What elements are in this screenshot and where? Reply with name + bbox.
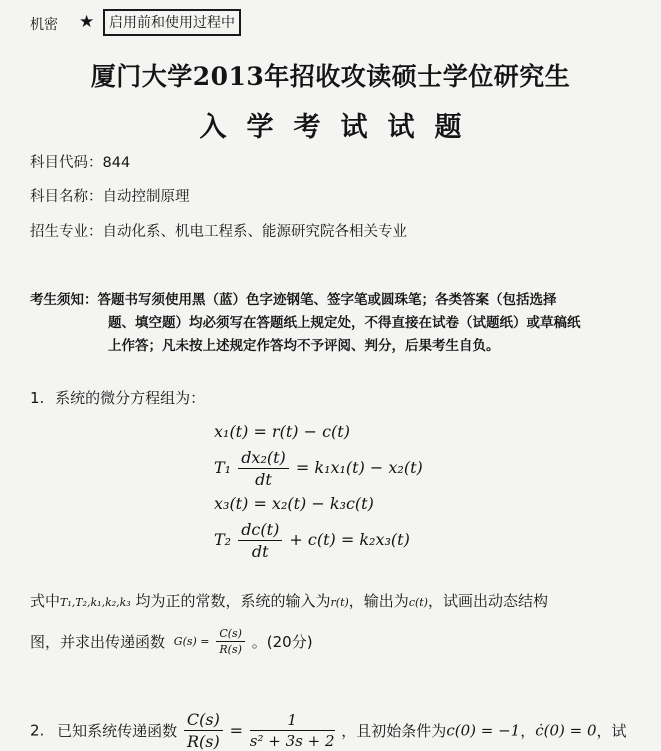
q2-tf-fraction <box>184 710 223 751</box>
q2-eq-sign: = <box>229 721 244 740</box>
q1-number: 1. <box>30 389 45 407</box>
q2-number: 2. <box>30 721 45 740</box>
subject-code-label: 科目代码： <box>30 155 103 171</box>
q1-text-c: ，输出为 <box>348 592 409 610</box>
q1-eq4-left: T₂ <box>214 530 232 549</box>
q2-sep: ， <box>520 722 536 740</box>
q1-eq4-num: dc(t) <box>238 520 282 541</box>
q2-cond-1: c(0) = −1 <box>446 721 521 740</box>
q1-tf-den: R(s) <box>219 643 242 656</box>
notice-line-1: 答题书写须使用黑（蓝）色字迹钢笔、签字笔或圆珠笔；各类答案（包括选择 <box>97 292 557 308</box>
subject-code-value: 844 <box>102 155 131 171</box>
q2-line-1 <box>30 710 627 751</box>
q1-tf-left: G(s) = <box>173 635 210 648</box>
q1-eq4-fraction <box>238 520 282 561</box>
q1-body-line-2 <box>30 627 313 656</box>
q2-rhs-den: s² + 3s + 2 <box>249 732 335 750</box>
q1-intro-text: 系统的微分方程组为： <box>55 389 206 407</box>
q1-eq2-fraction <box>238 448 289 489</box>
q1-eq2-left: T₁ <box>214 458 232 477</box>
exam-title: 厦门大学2013年招收攻读硕士学位研究生 <box>90 62 571 91</box>
q2-tf-num: C(s) <box>184 710 223 731</box>
q2-rhs-fraction <box>250 711 335 750</box>
q1-tf-fraction <box>216 627 245 656</box>
q1-equation-1: x₁(t) = r(t) − c(t) <box>214 422 350 441</box>
q1-eq2-den: dt <box>255 470 272 489</box>
q1-equation-4 <box>214 520 410 561</box>
q1-eq4-right: + c(t) = k₂x₃(t) <box>289 530 410 549</box>
subject-name-value: 自动控制原理 <box>102 189 190 205</box>
notice-line-3: 上作答；凡未按上述规定作答均不予评阅、判分，后果考生自负。 <box>108 338 500 354</box>
subject-name-label: 科目名称： <box>30 189 103 205</box>
q1-tf-num: C(s) <box>216 627 245 642</box>
q1-constants: T₁,T₂,k₁,k₂,k₃ <box>60 596 131 609</box>
q1-equation-3: x₃(t) = x₂(t) − k₃c(t) <box>214 494 374 513</box>
q1-text-a: 式中 <box>30 592 61 610</box>
q2-text-a: 已知系统传递函数 <box>57 722 178 740</box>
q2-text-b: ，且初始条件为 <box>341 722 447 740</box>
subject-code-row <box>30 151 130 172</box>
q1-eq2-right: = k₁x₁(t) − x₂(t) <box>295 458 423 477</box>
classification-label: 机密 <box>30 17 58 33</box>
star-icon: ★ <box>79 12 95 32</box>
q1-text-d: ，试画出动态结构 <box>427 592 548 610</box>
notice-label: 考生须知： <box>30 292 98 308</box>
exam-notice <box>30 289 581 358</box>
q1-equation-2 <box>214 448 423 489</box>
major-value: 自动化系、机电工程系、能源研究院各相关专业 <box>102 224 407 240</box>
q1-text-e: 图，并求出传递函数 <box>30 633 166 651</box>
q2-cond-2: ċ(0) = 0 <box>535 721 597 740</box>
major-row <box>30 220 407 241</box>
q1-input: r(t) <box>330 596 349 609</box>
exam-subtitle: 入学考试试题 <box>199 112 482 143</box>
major-label: 招生专业： <box>30 224 103 240</box>
q1-eq4-den: dt <box>251 542 269 561</box>
subject-name-row <box>30 185 190 206</box>
notice-line-2: 题、填空题）均必须写在答题纸上规定处，不得直接在试卷（试题纸）或草稿纸 <box>108 315 581 331</box>
q2-rhs-num: 1 <box>250 711 335 731</box>
q1-text-f: 。(20分) <box>251 633 313 651</box>
q1-eq2-num: dx₂(t) <box>238 448 289 469</box>
q1-output: c(t) <box>408 596 428 609</box>
q1-text-b: 均为正的常数，系统的输入为 <box>135 592 331 610</box>
q2-tf-den: R(s) <box>186 732 220 751</box>
status-box: 启用前和使用过程中 <box>103 9 241 36</box>
q1-body-line-1 <box>30 590 548 611</box>
q2-text-c: ，试 <box>596 722 627 740</box>
q1-intro <box>30 387 205 408</box>
